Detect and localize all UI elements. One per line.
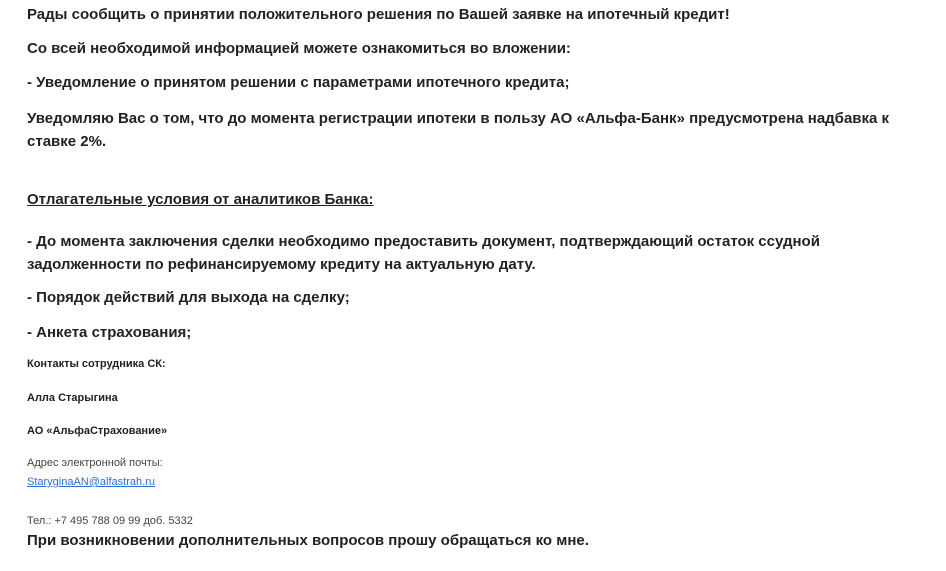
contact-email-link[interactable]: StaryginaAN@alfastrah.ru — [27, 476, 155, 488]
email-label: Адрес электронной почты: — [27, 457, 163, 469]
condition-item-procedure: - Порядок действий для выхода на сделку; — [27, 289, 350, 306]
contact-company: АО «АльфаСтрахование» — [27, 425, 168, 437]
attachment-item-notice: - Уведомление о принятом решении с параметрами ипотечного кредита; — [27, 74, 570, 91]
conditions-heading: Отлагательные условия от аналитиков Банка: — [27, 191, 374, 208]
attachment-info: Со всей необходимой информацией можете ознакомиться во вложении: — [27, 40, 571, 57]
contacts-label: Контакты сотрудника СК: — [27, 358, 166, 370]
condition-item-insurance-form: - Анкета страхования; — [27, 324, 192, 341]
rate-surcharge-notice: Уведомляю Вас о том, что до момента регистрации ипотеки в пользу АО «Альфа-Банк» предусмотрена надбавка к ставке 2%. — [27, 110, 890, 150]
contact-name: Алла Старыгина — [27, 392, 118, 404]
contact-phone: Тел.: +7 495 788 09 99 доб. 5332 — [27, 515, 193, 527]
closing-message: При возникновении дополнительных вопросов прошу обращаться ко мне. — [27, 532, 589, 549]
condition-item-debt-document: - До момента заключения сделки необходимо предоставить документ, подтверждающий остаток ссудной задолженности по рефинансируемому кредиту на актуальную дату. — [27, 233, 820, 273]
approval-message: Рады сообщить о принятии положительного решения по Вашей заявке на ипотечный кредит! — [27, 6, 730, 23]
